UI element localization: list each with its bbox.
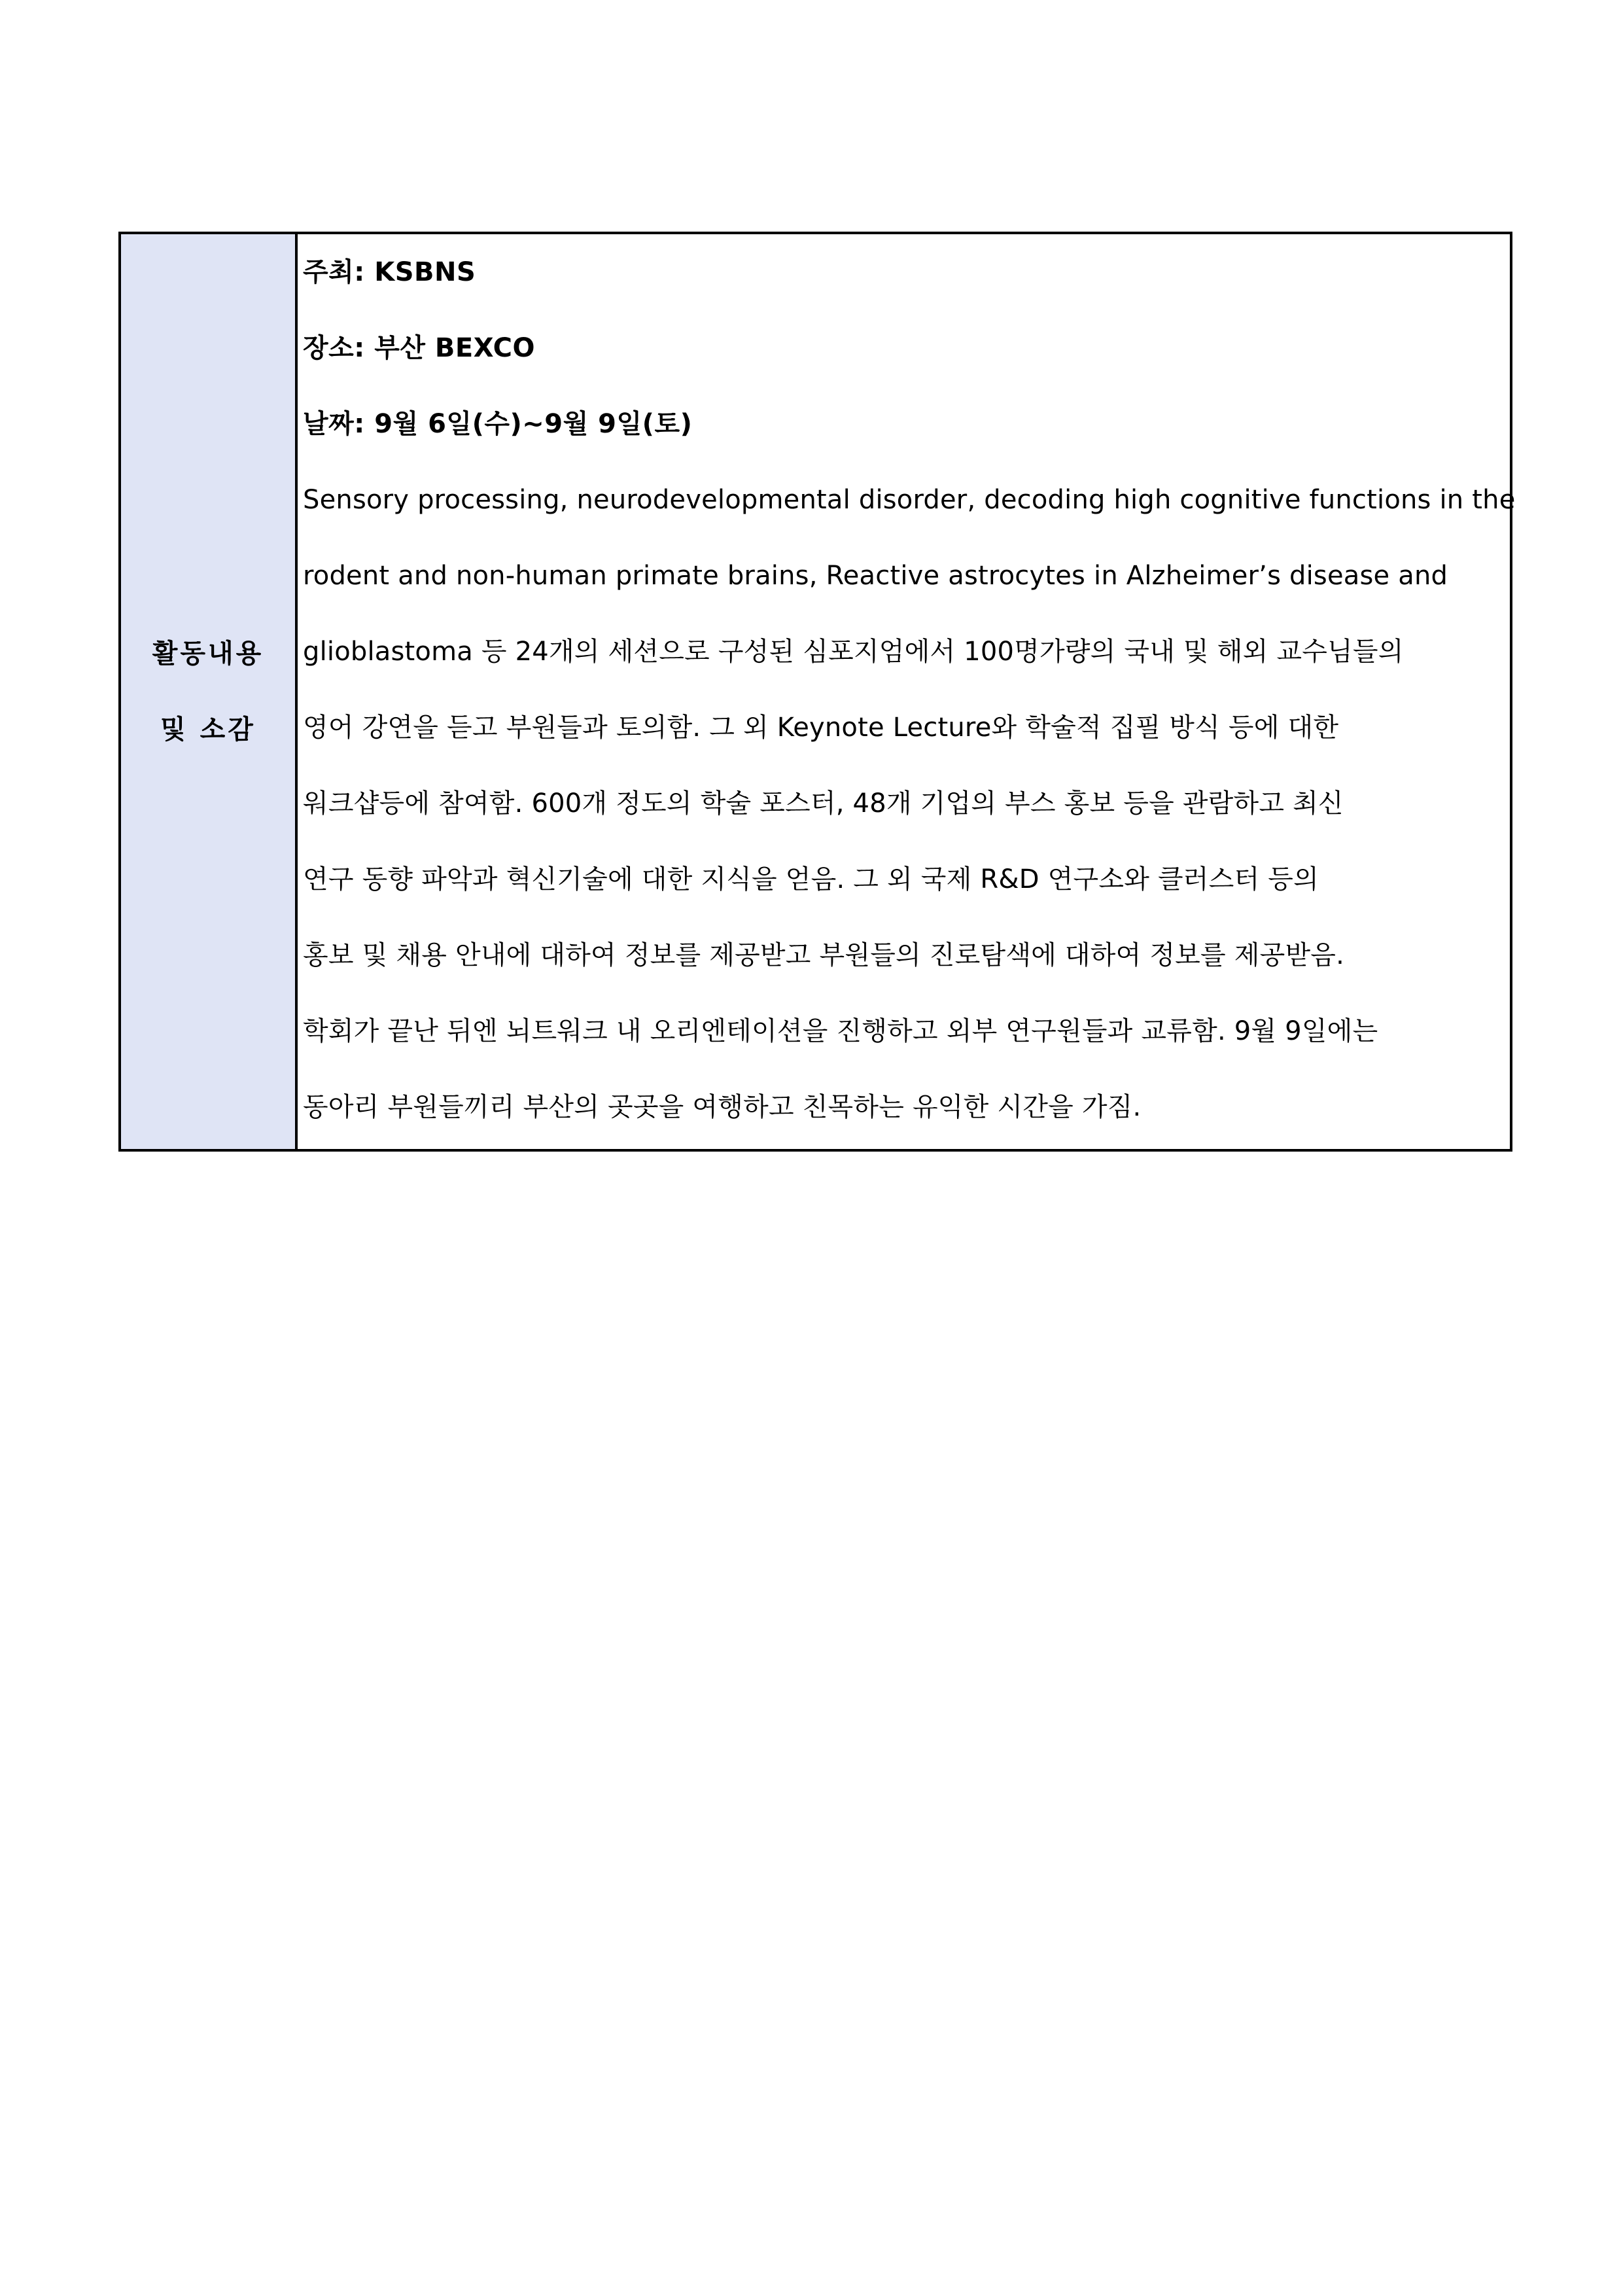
body-line-8: 학회가 끝난 뒤엔 뇌트워크 내 오리엔테이션을 진행하고 외부 연구원들과 교류함. 9월 9일에는 (303, 1016, 1378, 1046)
host-line: 주최: KSBNS (303, 257, 476, 287)
body-line-2: rodent and non-human primate brains, Reactive astrocytes in Alzheimer’s disease and (303, 561, 1448, 591)
activity-label-line-1: 활동내용 (152, 639, 264, 669)
body-line-3: glioblastoma 등 24개의 세션으로 구성된 심포지엄에서 100명가량의 국내 및 해외 교수님들의 (303, 637, 1404, 667)
body-line-9: 동아리 부원들끼리 부산의 곳곳을 여행하고 친목하는 유익한 시간을 가짐. (303, 1092, 1142, 1122)
activity-label-line-2: 및 소감 (160, 715, 256, 745)
activity-content-cell (298, 234, 1516, 1149)
body-line-6: 연구 동향 파악과 혁신기술에 대한 지식을 얻음. 그 외 국제 R&D 연구소와 클러스터 등의 (303, 864, 1319, 894)
body-line-4: 영어 강연을 듣고 부원들과 토의함. 그 외 Keynote Lecture와 학술적 집필 방식 등에 대한 (303, 713, 1339, 743)
activity-label-cell (121, 234, 298, 1149)
body-line-7: 홍보 및 채용 안내에 대하여 정보를 제공받고 부원들의 진로탐색에 대하여 정보를 제공받음. (303, 940, 1345, 970)
venue-line: 장소: 부산 BEXCO (303, 333, 535, 363)
date-line: 날짜: 9월 6일(수)~9월 9일(토) (303, 409, 693, 439)
activity-report-table (118, 232, 1516, 1152)
body-line-5: 워크샵등에 참여함. 600개 정도의 학술 포스터, 48개 기업의 부스 홍보 등을 관람하고 최신 (303, 788, 1344, 819)
body-line-1: Sensory processing, neurodevelopmental disorder, decoding high cognitive functions in the (303, 485, 1516, 515)
